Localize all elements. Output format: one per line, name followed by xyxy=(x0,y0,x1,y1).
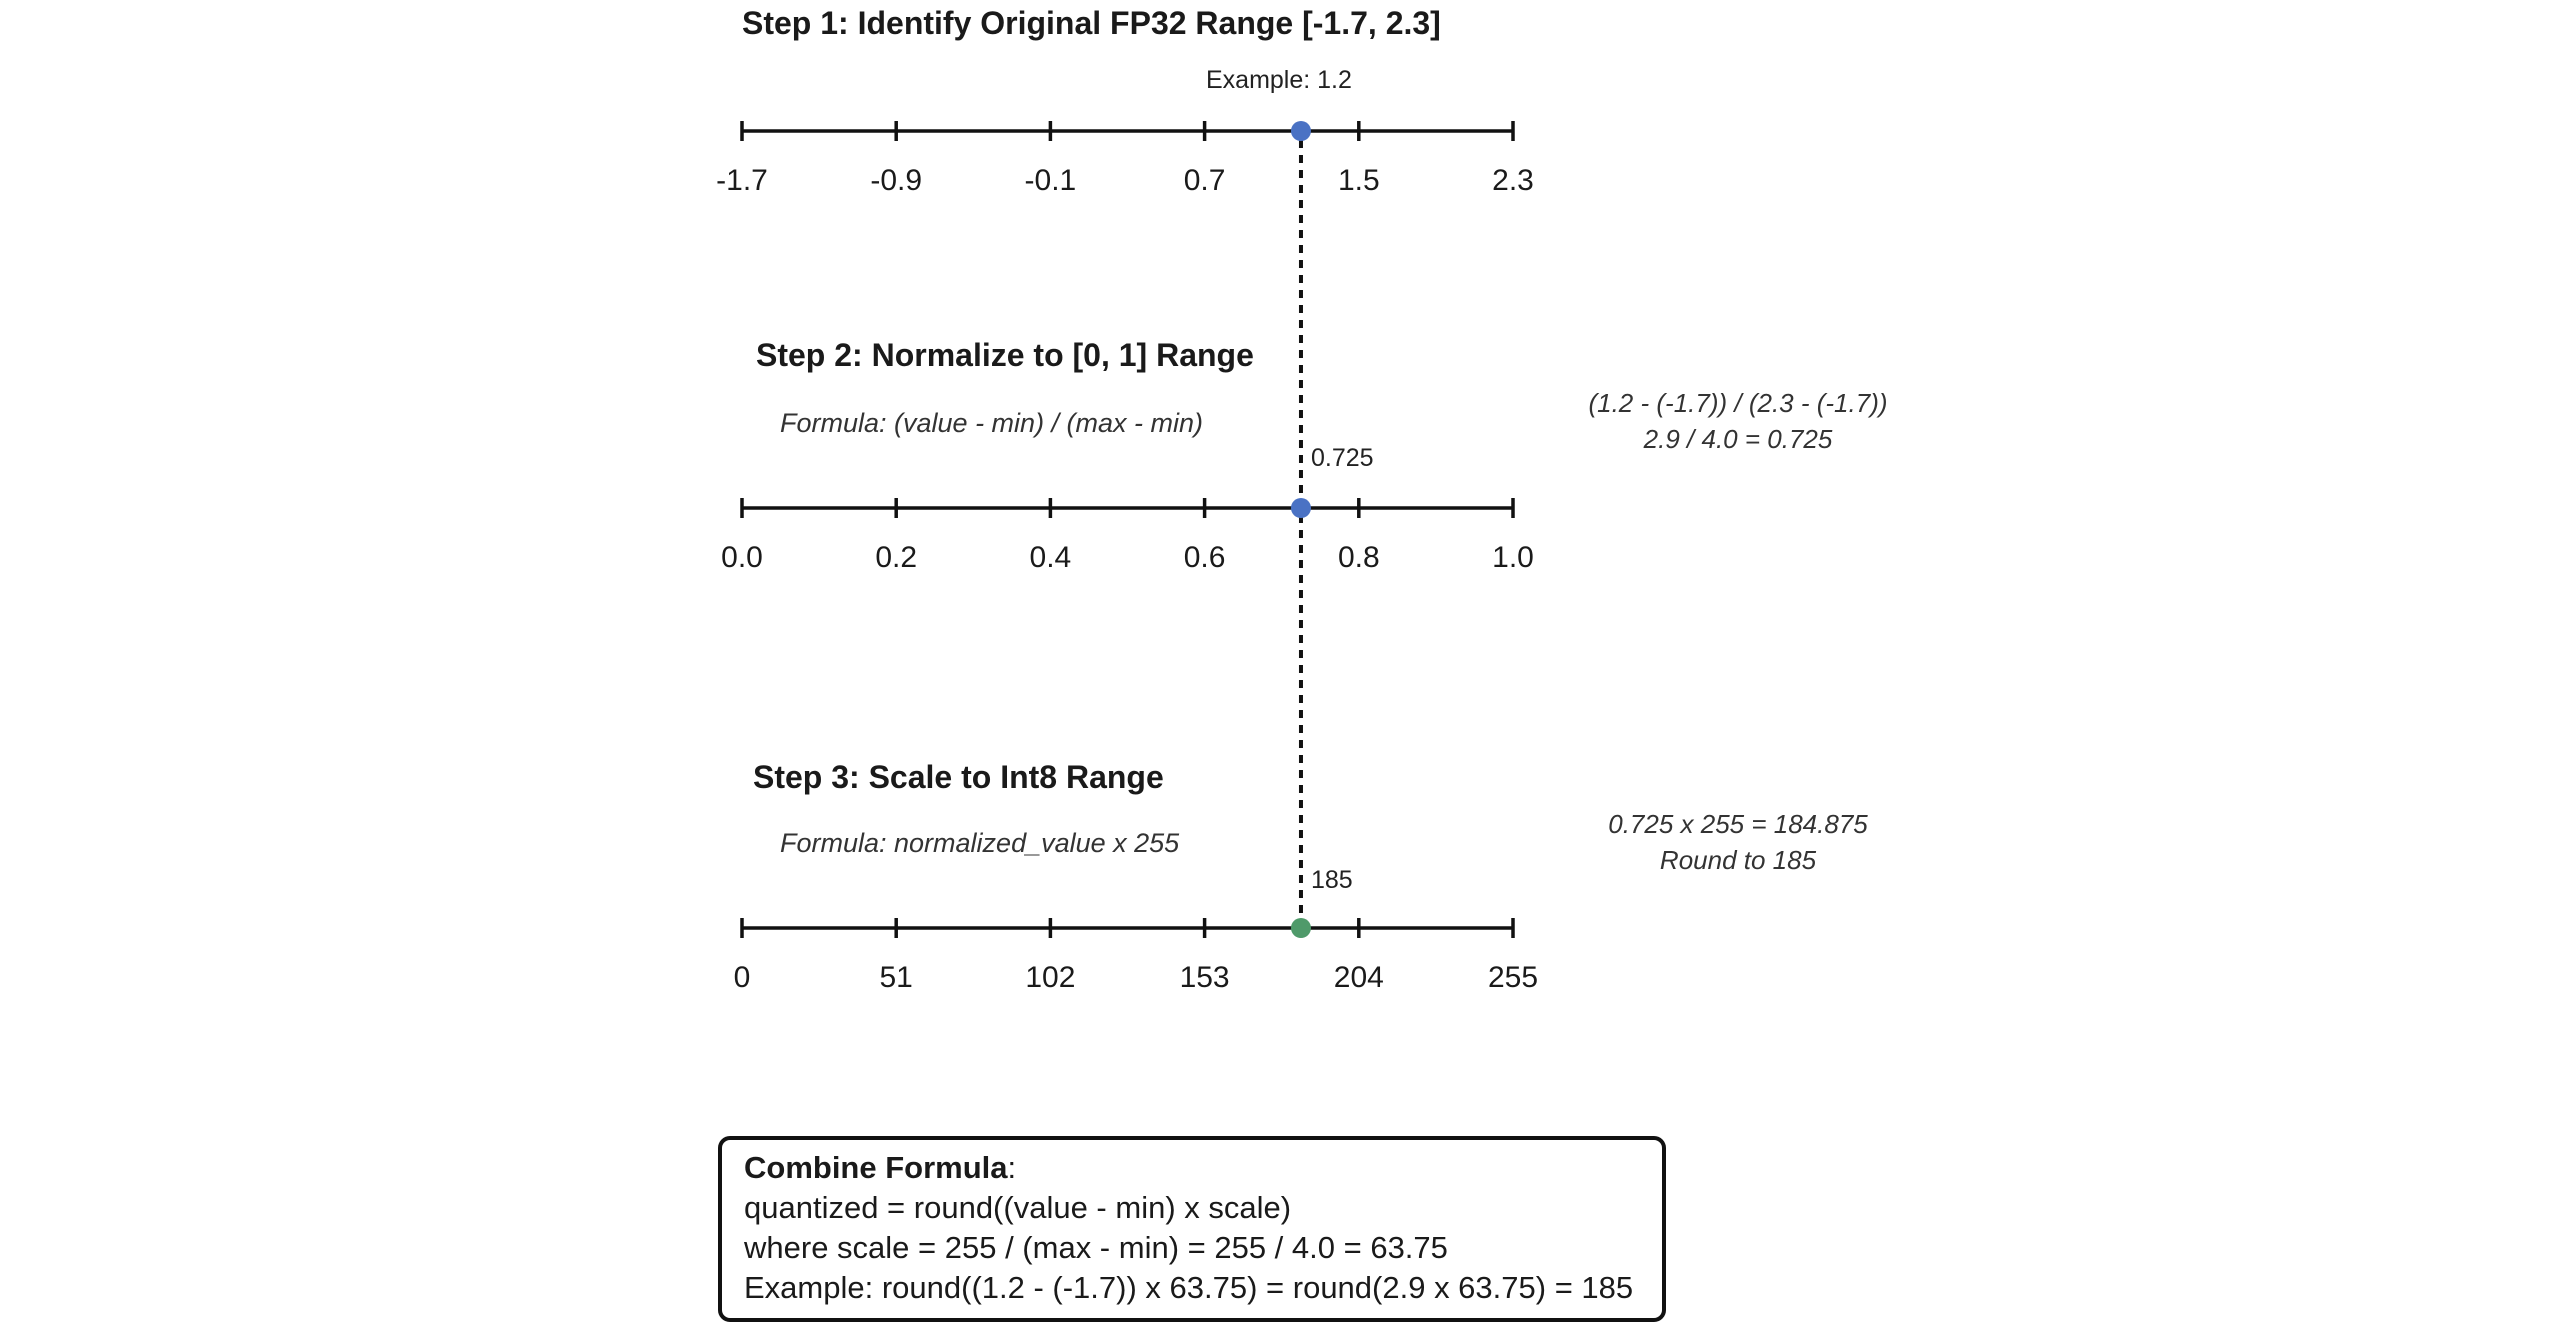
marker-label: 185 xyxy=(1310,866,1353,894)
tick-label: 0.7 xyxy=(1183,164,1226,197)
step-1-title: Step 1: Identify Original FP32 Range [-1.7, 2.3] xyxy=(742,5,1441,41)
combine-formula-box xyxy=(718,1136,1666,1322)
tick-label: 0.8 xyxy=(1337,541,1380,574)
step-2-title: Step 2: Normalize to [0, 1] Range xyxy=(756,337,1254,373)
step-3-formula: Formula: normalized_value x 255 xyxy=(780,828,1180,858)
tick-label: 51 xyxy=(879,961,913,994)
calculation-note: (1.2 - (-1.7)) / (2.3 - (-1.7)) xyxy=(1588,388,1888,418)
marker-point xyxy=(1291,918,1311,938)
marker-label: 0.725 xyxy=(1310,444,1374,472)
combine-formula-title: Combine Formula xyxy=(744,1150,1008,1185)
marker-point xyxy=(1291,498,1311,518)
combine-formula-title-suffix: : xyxy=(1007,1150,1017,1185)
combine-formula-heading xyxy=(744,1148,1662,1188)
tick-label: 1.5 xyxy=(1337,164,1380,197)
tick-label: 0.4 xyxy=(1029,541,1072,574)
tick-label: 0.6 xyxy=(1183,541,1226,574)
combine-formula-line: quantized = round((value - min) x scale) xyxy=(744,1190,1292,1225)
tick-label: -0.1 xyxy=(1024,164,1077,197)
tick-label: 204 xyxy=(1333,961,1384,994)
tick-label: -0.9 xyxy=(870,164,923,197)
tick-label: 0 xyxy=(733,961,751,994)
tick-label: 153 xyxy=(1179,961,1230,994)
step-2-formula: Formula: (value - min) / (max - min) xyxy=(780,408,1204,438)
step-1-group xyxy=(716,5,1534,197)
step-2-group xyxy=(721,337,1887,574)
tick-label: 255 xyxy=(1487,961,1539,994)
tick-label: 1.0 xyxy=(1492,541,1534,574)
calculation-note: 0.725 x 255 = 184.875 xyxy=(1608,809,1868,839)
tick-label: 0.2 xyxy=(875,541,918,574)
combine-formula-line: Example: round((1.2 - (-1.7)) x 63.75) = round(2.9 x 63.75) = 185 xyxy=(744,1270,1634,1305)
combine-formula-line: where scale = 255 / (max - min) = 255 / 4.0 = 63.75 xyxy=(744,1230,1448,1265)
calculation-note: Round to 185 xyxy=(1659,845,1817,875)
marker-label: Example: 1.2 xyxy=(1206,66,1352,94)
calculation-note: 2.9 / 4.0 = 0.725 xyxy=(1643,424,1833,454)
marker-point xyxy=(1291,121,1311,141)
tick-label: 0.0 xyxy=(721,541,763,574)
tick-label: 2.3 xyxy=(1492,164,1534,197)
tick-label: 102 xyxy=(1025,961,1076,994)
step-3-title: Step 3: Scale to Int8 Range xyxy=(753,759,1164,795)
tick-label: -1.7 xyxy=(716,164,768,197)
